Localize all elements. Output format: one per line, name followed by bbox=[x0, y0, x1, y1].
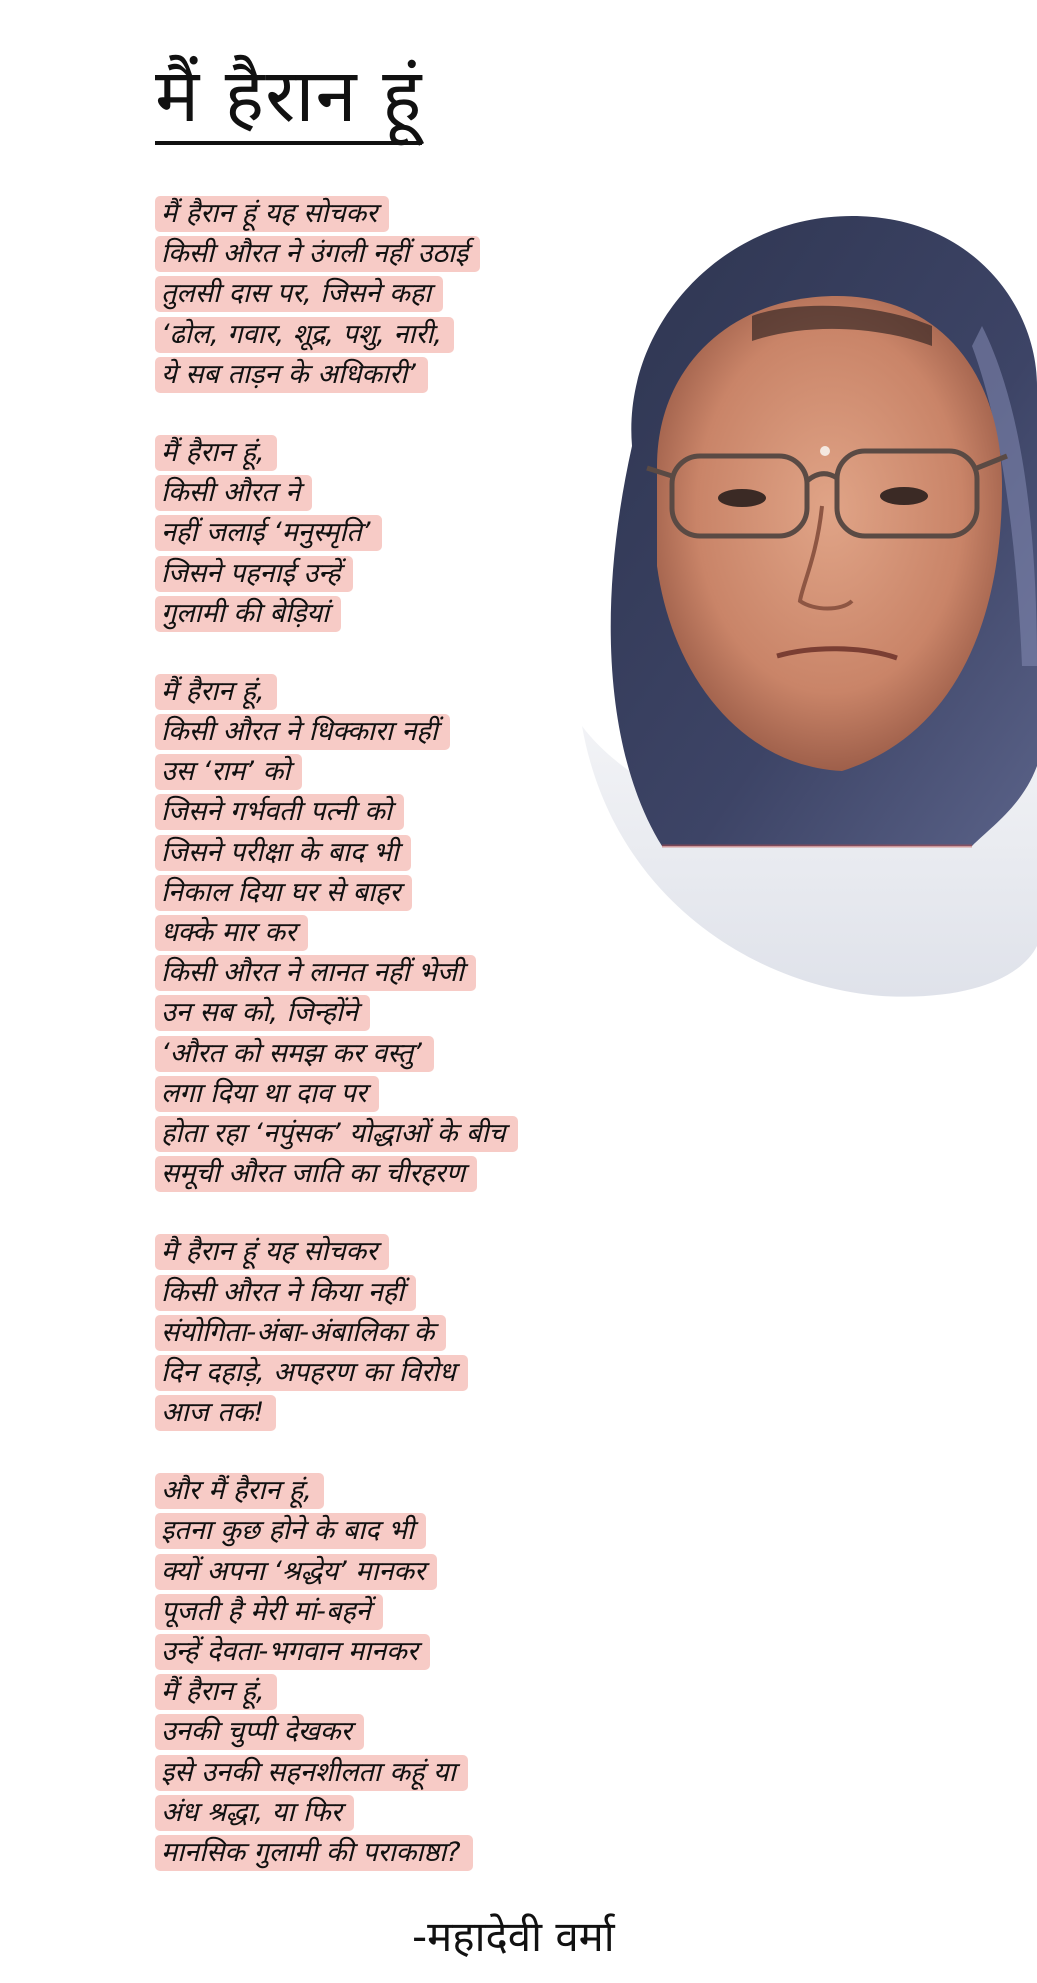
poem-line bbox=[155, 1234, 675, 1274]
poem-line-text: मै हैरान हूं यह सोचकर bbox=[155, 1234, 389, 1270]
poem-line-text: होता रहा ‘नपुंसक’ योद्धाओं के बीच bbox=[155, 1116, 518, 1152]
poem-stanza bbox=[155, 1234, 675, 1435]
poem-line-text: इतना कुछ होने के बाद भी bbox=[155, 1513, 426, 1549]
poem-line-text: गुलामी की बेड़ियां bbox=[155, 596, 341, 632]
poem-line bbox=[155, 1554, 675, 1594]
poem-line-text: और मैं हैरान हूं, bbox=[155, 1473, 324, 1509]
poem-line-text: निकाल दिया घर से बाहर bbox=[155, 875, 412, 911]
poem-line bbox=[155, 1275, 675, 1315]
poem-line bbox=[155, 1315, 675, 1355]
poem-line bbox=[155, 1395, 675, 1435]
poem-line-text: उस ‘राम’ को bbox=[155, 754, 302, 790]
poem-line-text: मैं हैरान हूं यह सोचकर bbox=[155, 196, 389, 232]
poet-signature: -महादेवी वर्मा bbox=[412, 1912, 615, 1961]
poem-line-text: ‘औरत को समझ कर वस्तु’ bbox=[155, 1036, 434, 1072]
poem-line-text: आज तक! bbox=[155, 1395, 276, 1431]
poem-line-text: पूजती है मेरी मां-बहनें bbox=[155, 1594, 383, 1630]
poem-line bbox=[155, 1473, 675, 1513]
poem-line bbox=[155, 1036, 675, 1076]
poem-line-text: मैं हैरान हूं, bbox=[155, 435, 277, 471]
poem-stanza bbox=[155, 1473, 675, 1875]
poem-line-text: मैं हैरान हूं, bbox=[155, 674, 277, 710]
poem-line-text: जिसने पहनाई उन्हें bbox=[155, 556, 353, 592]
poem-line-text: समूची औरत जाति का चीरहरण bbox=[155, 1156, 477, 1192]
poem-line-text: किसी औरत ने लानत नहीं भेजी bbox=[155, 955, 476, 991]
poem-line bbox=[155, 1156, 675, 1196]
poem-line-text: लगा दिया था दाव पर bbox=[155, 1076, 379, 1112]
poem-line-text: इसे उनकी सहनशीलता कहूं या bbox=[155, 1755, 468, 1791]
poem-line-text: तुलसी दास पर, जिसने कहा bbox=[155, 276, 443, 312]
poem-line bbox=[155, 1076, 675, 1116]
poem-line bbox=[155, 1116, 675, 1156]
poem-line bbox=[155, 1513, 675, 1553]
poem-line-text: धक्के मार कर bbox=[155, 915, 308, 951]
poem-line-text: क्यों अपना ‘श्रद्धेय’ मानकर bbox=[155, 1554, 437, 1590]
poem-line-text: किसी औरत ने उंगली नहीं उठाई bbox=[155, 236, 480, 272]
poem-line-text: किसी औरत ने किया नहीं bbox=[155, 1275, 416, 1311]
poem-line bbox=[155, 1594, 675, 1634]
poem-line-text: संयोगिता-अंबा-अंबालिका के bbox=[155, 1315, 446, 1351]
poem-line-text: जिसने गर्भवती पत्नी को bbox=[155, 794, 404, 830]
poem-line-text: ये सब ताड़न के अधिकारी’ bbox=[155, 357, 428, 393]
poem-line-text: जिसने परीक्षा के बाद भी bbox=[155, 835, 411, 871]
poem-line-text: किसी औरत ने bbox=[155, 475, 312, 511]
poem-line bbox=[155, 1835, 675, 1875]
poem-line-text: दिन दहाड़े, अपहरण का विरोध bbox=[155, 1355, 468, 1391]
poem-line bbox=[155, 1355, 675, 1395]
poem-line-text: उन सब को, जिन्होंने bbox=[155, 995, 370, 1031]
poem-line-text: अंध श्रद्धा, या फिर bbox=[155, 1795, 354, 1831]
poem-line bbox=[155, 1795, 675, 1835]
poem-line bbox=[155, 1634, 675, 1674]
poem-line-text: उन्हें देवता-भगवान मानकर bbox=[155, 1634, 430, 1670]
poem-line bbox=[155, 1714, 675, 1754]
poem-line-text: मानसिक गुलामी की पराकाष्ठा? bbox=[155, 1835, 473, 1871]
poem-title: मैं हैरान हूं bbox=[155, 52, 422, 145]
portrait-image bbox=[552, 206, 1037, 1006]
poem-line-text: किसी औरत ने धिक्कारा नहीं bbox=[155, 714, 450, 750]
poem-line-text: ‘ढोल, गवार, शूद्र, पशु, नारी, bbox=[155, 317, 454, 353]
poem-line-text: उनकी चुप्पी देखकर bbox=[155, 1714, 364, 1750]
poem-line bbox=[155, 1755, 675, 1795]
poem-line bbox=[155, 1674, 675, 1714]
poem-line-text: मैं हैरान हूं, bbox=[155, 1674, 277, 1710]
poem-line-text: नहीं जलाई ‘मनुस्मृति’ bbox=[155, 515, 382, 551]
